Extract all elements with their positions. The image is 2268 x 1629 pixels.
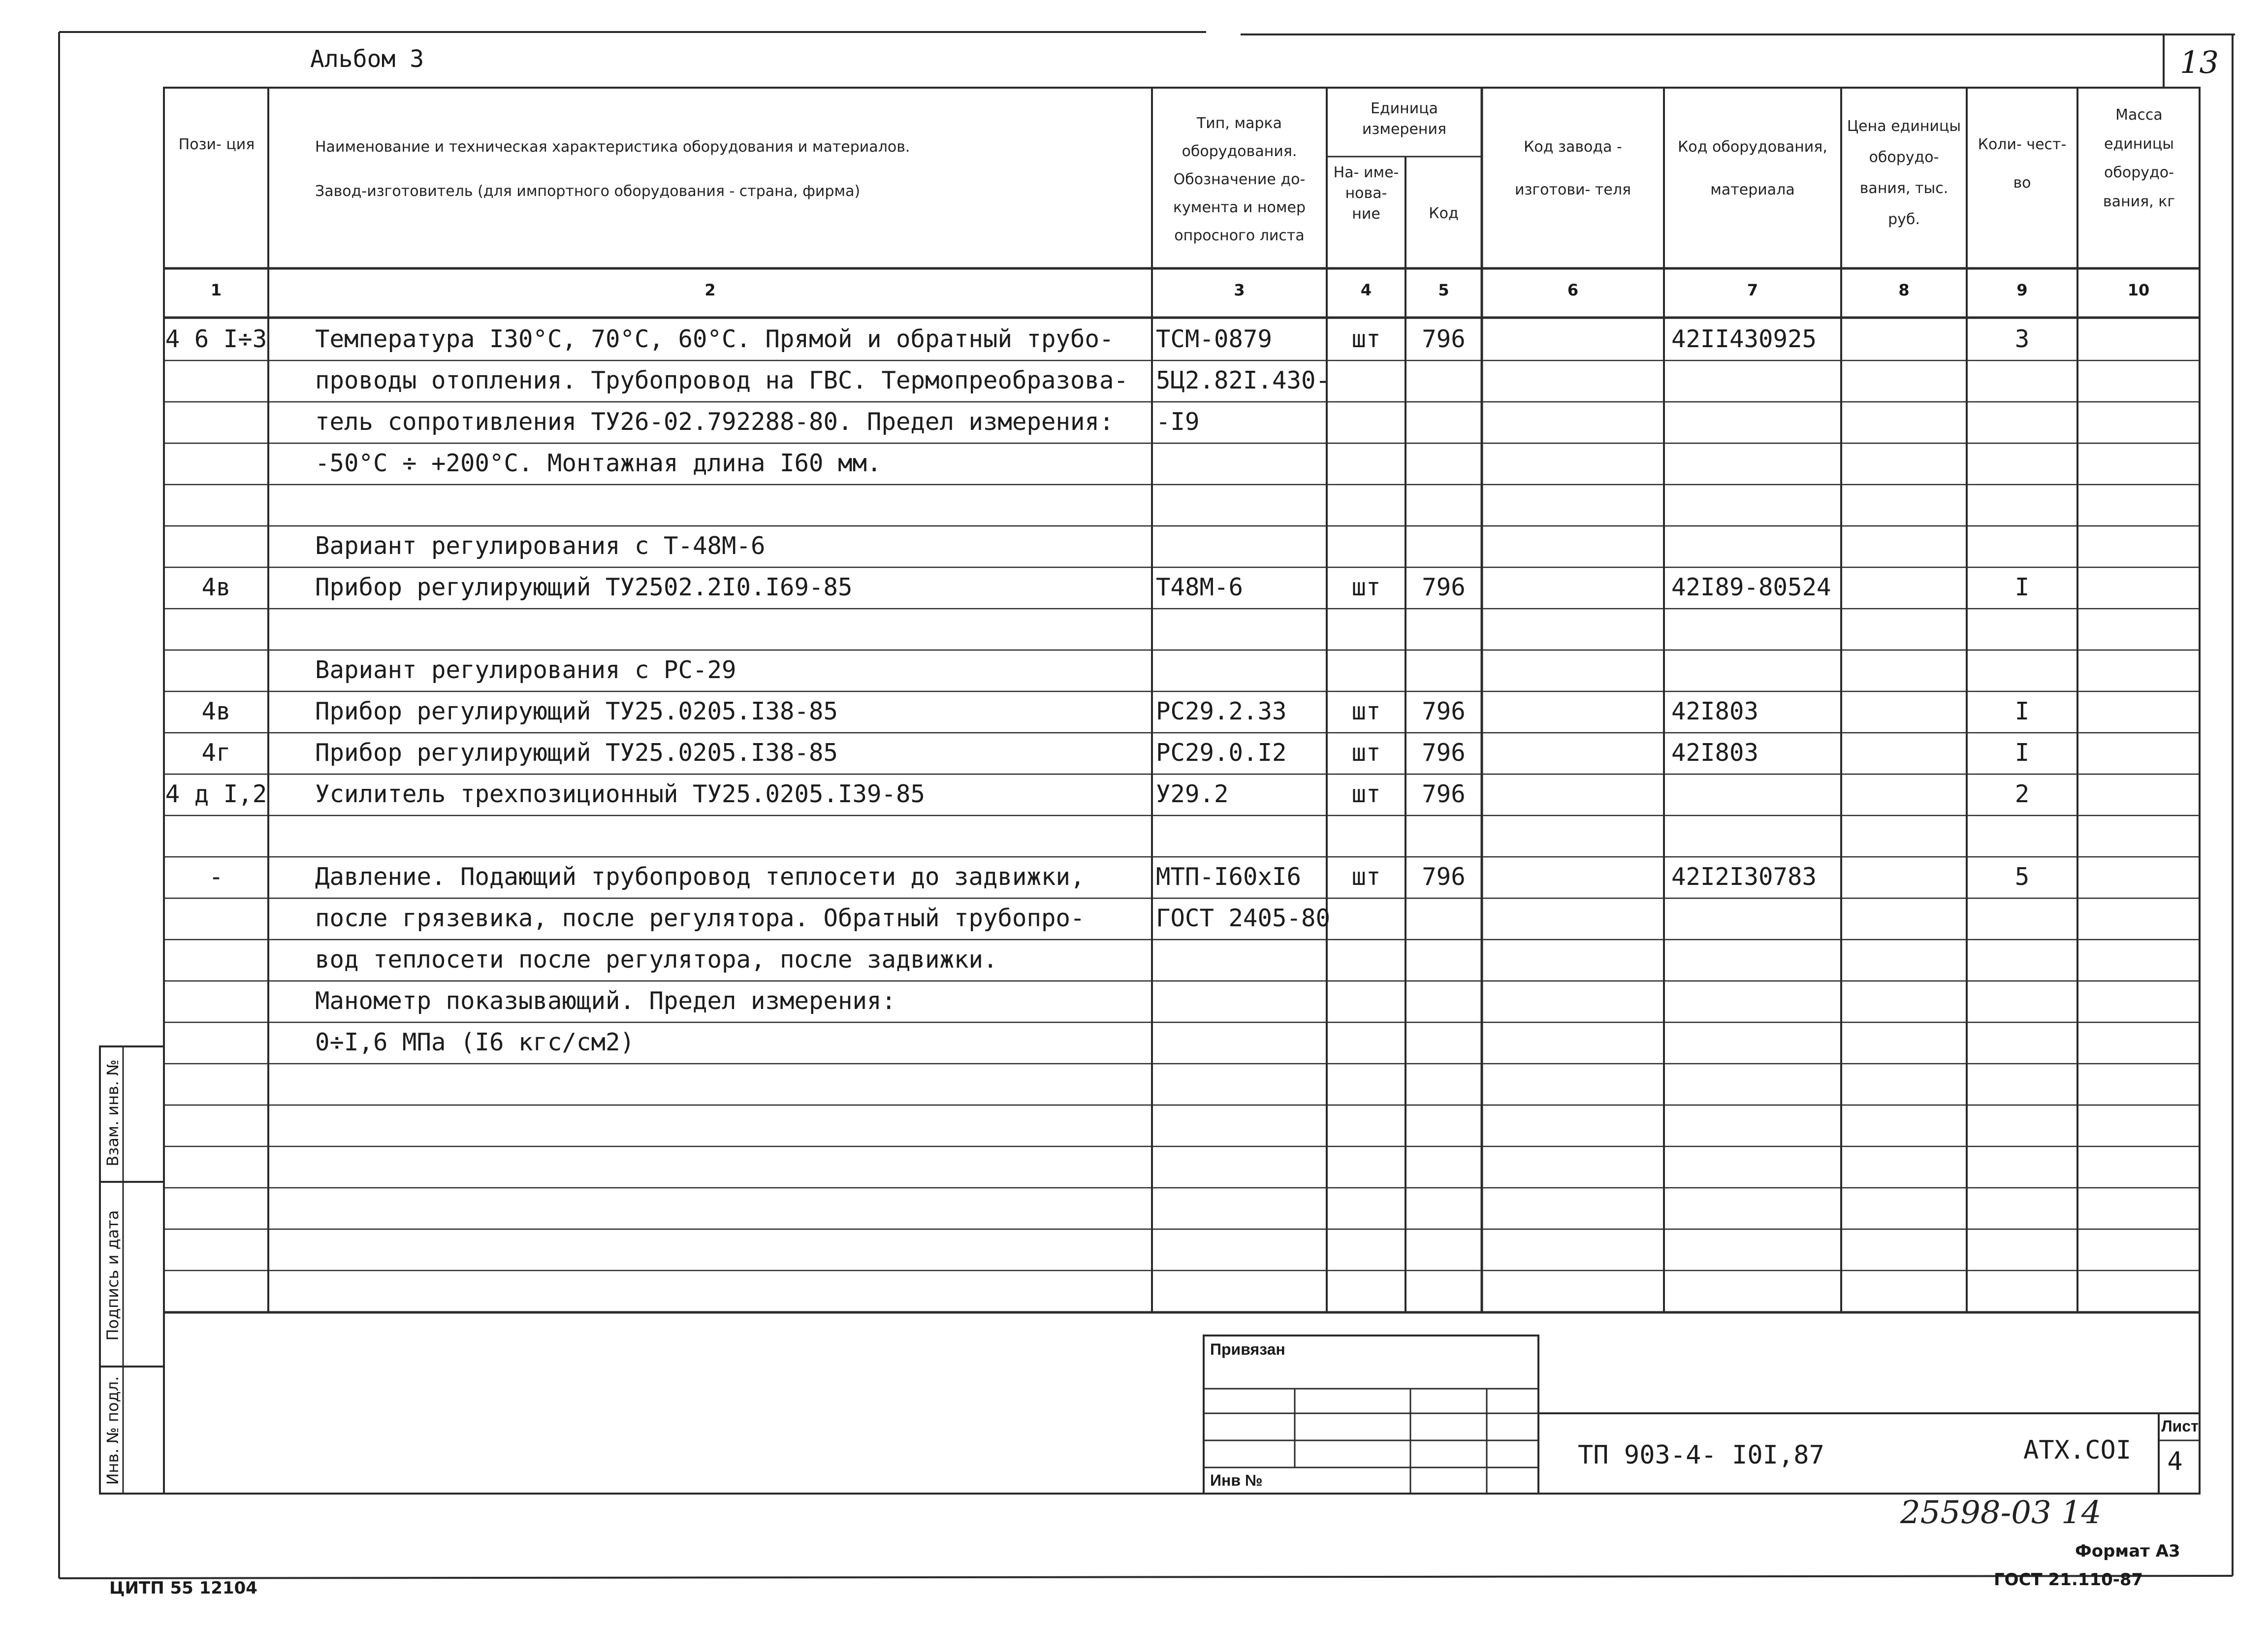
col-number-1: 1	[210, 281, 222, 299]
cell-qty: 3	[2014, 325, 2030, 353]
sheet-label: Лист	[2161, 1417, 2199, 1435]
cell-name: Давление. Подающий трубопровод теплосети до задвижки,	[315, 863, 1085, 891]
cell-unit: шт	[1351, 780, 1381, 808]
col-number-2: 2	[704, 281, 716, 299]
cell-qty: I	[2014, 573, 2030, 601]
header-position: Пози- ция	[178, 136, 255, 153]
cell-code: 796	[1422, 573, 1466, 601]
header-price: Цена единицы оборудо- вания, тыс. руб.	[1847, 118, 1961, 228]
header-equipment-code: Код оборудования, материала	[1678, 138, 1827, 198]
cell-name: Прибор регулирующий ТУ25.0205.I38-85	[315, 697, 838, 725]
cell-name: тель сопротивления ТУ26-02.792288-80. Предел измерения:	[315, 408, 1114, 436]
col-number-8: 8	[1898, 281, 1910, 299]
header-unit-code: Код	[1429, 205, 1459, 222]
gost-label: ГОСТ 21.110-87	[1994, 1570, 2143, 1590]
col-number-9: 9	[2016, 281, 2028, 299]
cell-pos: -	[209, 863, 224, 891]
header-unit-name: На- име- нова- ние	[1333, 164, 1399, 223]
cell-unit: шт	[1351, 863, 1381, 891]
header-name-line2: Завод-изготовитель (для импортного оборудования - страна, фирма)	[315, 183, 861, 200]
cell-type: Т48М-6	[1156, 573, 1244, 601]
cell-name: Прибор регулирующий ТУ2502.2I0.I69-85	[315, 573, 853, 601]
cell-name: вод теплосети после регулятора, после задвижки.	[315, 945, 998, 974]
col-number-7: 7	[1747, 281, 1758, 299]
document-mark: АТХ.СОI	[2023, 1435, 2132, 1465]
cell-name: Манометр показывающий. Предел измерения:	[315, 987, 896, 1015]
header-mass: Масса единицы оборудо- вания, кг	[2103, 106, 2175, 210]
cell-code: 796	[1422, 780, 1466, 808]
cell-pos: 4 д I,2	[165, 780, 267, 808]
cell-name: Прибор регулирующий ТУ25.0205.I38-85	[315, 739, 838, 767]
col-number-5: 5	[1438, 281, 1449, 299]
header-type: Тип, марка оборудования. Обозначение до- кумента и номер опросного листа	[1173, 115, 1306, 244]
cell-qty: I	[2014, 739, 2030, 767]
header-name-line1: Наименование и техническая характеристика оборудования и материалов.	[315, 138, 910, 156]
album-label: Альбом 3	[310, 45, 424, 73]
cell-eqcode: 42I803	[1671, 739, 1759, 767]
cell-eqcode: 42I89-80524	[1671, 573, 1831, 601]
cell-unit: шт	[1351, 697, 1381, 725]
cell-type: -I9	[1156, 408, 1200, 436]
col-number-3: 3	[1234, 281, 1245, 299]
cell-unit: шт	[1351, 573, 1381, 601]
cell-eqcode: 42I2I30783	[1671, 863, 1817, 891]
cell-qty: I	[2014, 697, 2030, 725]
format-label: Формат А3	[2075, 1541, 2180, 1561]
cell-type: РС29.0.I2	[1156, 739, 1287, 767]
cell-code: 796	[1422, 739, 1466, 767]
side-label-signature: Подпись и дата	[103, 1210, 122, 1341]
stamp-inv-no: Инв №	[1210, 1471, 1263, 1489]
cell-eqcode: 42I803	[1671, 697, 1759, 725]
cell-code: 796	[1422, 697, 1466, 725]
col-number-6: 6	[1567, 281, 1579, 299]
side-label-vzam: Взам. инв. №	[103, 1059, 122, 1167]
cell-name: после грязевика, после регулятора. Обратный трубопро-	[315, 904, 1085, 932]
cell-pos: 4в	[201, 573, 231, 601]
cell-name: Вариант регулирования с РС-29	[315, 656, 736, 684]
cell-name: Вариант регулирования с Т-48М-6	[315, 532, 766, 560]
cell-eqcode: 42II430925	[1671, 325, 1817, 353]
cell-pos: 4 6 I÷3	[165, 325, 267, 353]
cell-unit: шт	[1351, 739, 1381, 767]
cell-type: ГОСТ 2405-80	[1156, 904, 1331, 932]
col-number-10: 10	[2127, 281, 2150, 299]
cell-type: РС29.2.33	[1156, 697, 1287, 725]
cell-name: Температура I30°С, 70°С, 60°С. Прямой и обратный трубо-	[315, 325, 1114, 353]
stamp-privyazan: Привязан	[1210, 1340, 1285, 1358]
handwritten-number: 25598-03 14	[1900, 1495, 2102, 1531]
sheet-corner-number: 13	[2180, 44, 2219, 80]
header-quantity: Коли- чест- во	[1978, 136, 2067, 192]
cell-name: проводы отопления. Трубопровод на ГВС. Термопреобразова-	[315, 366, 1129, 394]
cell-type: МТП-I60хI6	[1156, 863, 1302, 891]
cell-name: 0÷I,6 МПа (I6 кгс/см2)	[315, 1028, 635, 1056]
cell-type: 5Ц2.82I.430-	[1156, 366, 1331, 394]
cell-name: -50°С ÷ +200°С. Монтажная длина I60 мм.	[315, 449, 882, 477]
cell-unit: шт	[1351, 325, 1381, 353]
citp-label: ЦИТП 55 12104	[109, 1578, 257, 1598]
col-number-4: 4	[1360, 281, 1372, 299]
cell-qty: 5	[2014, 863, 2030, 891]
sheet-number: 4	[2167, 1447, 2183, 1476]
cell-type: У29.2	[1156, 780, 1229, 808]
cell-code: 796	[1422, 863, 1466, 891]
cell-name: Усилитель трехпозиционный ТУ25.0205.I39-85	[315, 780, 926, 808]
header-factory-code: Код завода - изготови- теля	[1514, 138, 1631, 198]
header-unit-group: Единица измерения	[1362, 100, 1447, 138]
cell-type: ТСМ-0879	[1156, 325, 1273, 353]
cell-pos: 4г	[201, 739, 231, 767]
cell-qty: 2	[2014, 780, 2030, 808]
cell-pos: 4в	[201, 697, 231, 725]
side-label-inventory: Инв. № подл.	[103, 1376, 122, 1485]
document-code: ТП 903-4- I0I,87	[1578, 1440, 1824, 1470]
cell-code: 796	[1422, 325, 1466, 353]
